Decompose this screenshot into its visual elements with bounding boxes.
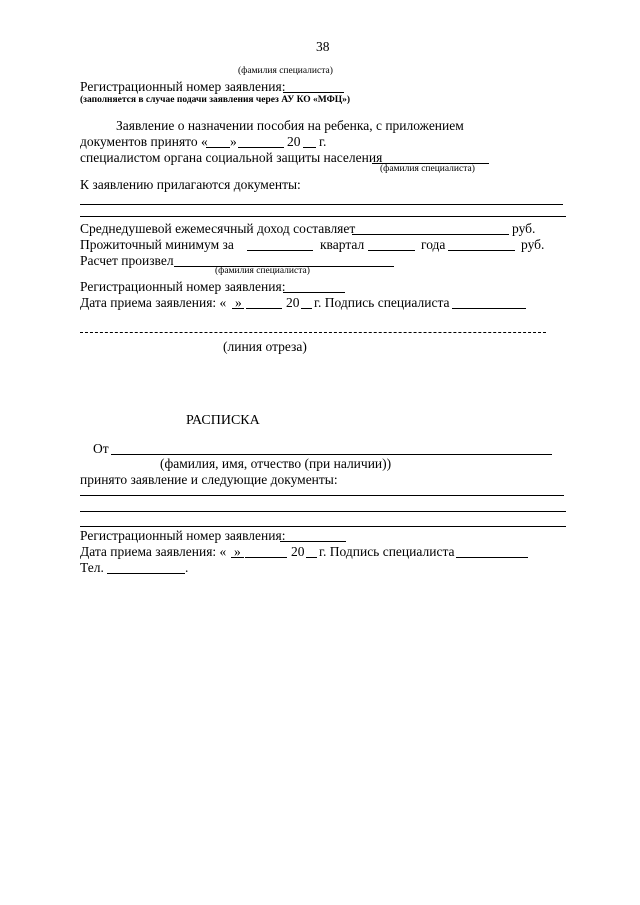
phone-suffix: . — [185, 560, 189, 575]
receipt-date-month-field[interactable] — [245, 557, 287, 558]
receipt-reg-number-label: Регистрационный номер заявления: — [80, 528, 286, 543]
receipt-docs-line-2[interactable] — [80, 511, 566, 512]
quarter-label: квартал — [320, 237, 365, 252]
receipt-docs-line-1[interactable] — [80, 495, 564, 496]
income-label: Среднедушевой ежемесячный доход составляет — [80, 221, 356, 236]
year-prefix: 20 — [287, 134, 301, 149]
year-suffix: г. — [319, 134, 327, 149]
date-quote-close: » — [235, 295, 242, 310]
date-year-prefix: 20 — [286, 295, 300, 310]
receipt-docs-line-3[interactable] — [80, 526, 566, 527]
specialist-caption-2: (фамилия специалиста) — [380, 164, 475, 174]
reg-number-label-2: Регистрационный номер заявления: — [80, 279, 286, 294]
reg-number-label: Регистрационный номер заявления: — [80, 79, 286, 94]
from-caption: (фамилия, имя, отчество (при наличии)) — [160, 456, 392, 471]
minimum-amount-field[interactable] — [448, 250, 515, 251]
specialist-caption: (фамилия специалиста) — [238, 66, 333, 76]
phone-field[interactable] — [107, 573, 185, 574]
phone-label: Тел. — [80, 560, 104, 575]
minimum-period-field[interactable] — [247, 250, 313, 251]
signature-field[interactable] — [452, 308, 526, 309]
minimum-unit: руб. — [521, 237, 545, 252]
page-number: 38 — [316, 39, 330, 54]
receipt-date-label: Дата приема заявления: « — [80, 544, 227, 559]
attached-docs-label: К заявлению прилагаются документы: — [80, 177, 301, 192]
minimum-label: Прожиточный минимум за — [80, 237, 234, 252]
receipt-signature-field[interactable] — [456, 557, 528, 558]
date-month-field[interactable] — [246, 308, 282, 309]
date-label: Дата приема заявления: « — [80, 295, 227, 310]
income-unit: руб. — [512, 221, 536, 236]
accept-year-field[interactable] — [303, 147, 316, 148]
income-field[interactable] — [352, 234, 509, 235]
receipt-date-quote-close: » — [234, 544, 241, 559]
application-line-1: Заявление о назначении пособия на ребенка, с приложением — [116, 118, 464, 133]
quarter-field[interactable] — [368, 250, 415, 251]
application-line-2-prefix: документов принято « — [80, 134, 208, 149]
accept-month-field[interactable] — [238, 147, 284, 148]
mfc-note: (заполняется в случае подачи заявления через АУ КО «МФЦ») — [80, 95, 351, 105]
accept-day-field[interactable] — [206, 147, 230, 148]
calc-label: Расчет произвел — [80, 253, 174, 268]
cut-line — [80, 332, 546, 333]
receipt-reg-number-field[interactable] — [280, 541, 346, 542]
date-year-field[interactable] — [301, 308, 312, 309]
receipt-date-year-field[interactable] — [306, 557, 317, 558]
accepted-label: принято заявление и следующие документы: — [80, 472, 338, 487]
attached-docs-line-2[interactable] — [80, 216, 566, 217]
application-line-3: специалистом органа социальной защиты населения — [80, 150, 383, 165]
reg-number-field[interactable] — [283, 92, 344, 93]
from-field[interactable] — [111, 454, 552, 455]
receipt-date-year-prefix: 20 — [291, 544, 305, 559]
calc-caption: (фамилия специалиста) — [215, 266, 310, 276]
receipt-title: РАСПИСКА — [186, 413, 260, 428]
year-label: года — [421, 237, 446, 252]
quote-close: » — [230, 134, 237, 149]
date-suffix: г. Подпись специалиста — [314, 295, 450, 310]
attached-docs-line-1[interactable] — [80, 204, 563, 205]
cut-line-label: (линия отреза) — [223, 339, 307, 354]
reg-number-field-2[interactable] — [283, 292, 345, 293]
from-label: От — [93, 441, 109, 456]
receipt-date-suffix: г. Подпись специалиста — [319, 544, 455, 559]
